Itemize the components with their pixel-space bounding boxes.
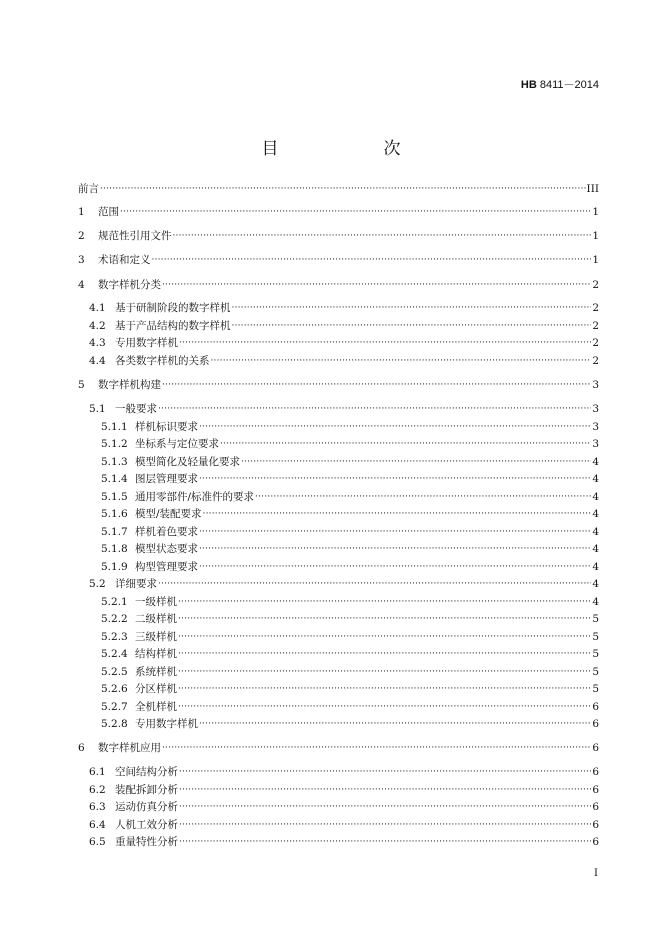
toc-entry-page: 3 — [592, 403, 599, 415]
toc-dot-leader — [255, 489, 591, 505]
toc-entry[interactable] — [78, 834, 599, 850]
toc-entry-label: 重量特性分析 — [115, 836, 178, 848]
toc-dot-leader — [178, 681, 591, 697]
toc-entry[interactable] — [78, 401, 599, 417]
toc-dot-leader — [152, 252, 592, 268]
toc-entry-label: 术语和定义 — [98, 254, 151, 266]
toc-dot-leader — [241, 454, 591, 470]
toc-entry-number: 1 — [78, 206, 85, 218]
toc-entry-number: 5 — [78, 379, 85, 391]
footer-page-number: I — [594, 868, 598, 879]
toc-entry-page: 5 — [592, 683, 599, 695]
toc-entry-page: 6 — [592, 801, 599, 813]
toc-entry-page: 2 — [592, 337, 599, 349]
toc-entry-page: 6 — [592, 766, 599, 778]
toc-dot-leader — [199, 419, 591, 435]
toc-dot-leader — [178, 646, 591, 662]
toc-entry-label: 样机标识要求 — [135, 421, 198, 433]
standard-code — [521, 76, 599, 92]
toc-entry[interactable] — [78, 664, 599, 680]
toc-dot-leader — [179, 782, 591, 798]
toc-entry-number: 5.1 — [89, 403, 106, 415]
toc-entry[interactable] — [78, 277, 599, 293]
toc-entry-label: 二级样机 — [135, 613, 177, 625]
toc-entry[interactable] — [78, 716, 599, 732]
toc-entry-page: 6 — [592, 784, 599, 796]
toc-dot-leader — [179, 335, 591, 351]
toc-dot-leader — [178, 594, 591, 610]
toc-entry-number: 4 — [78, 279, 85, 291]
toc-entry[interactable] — [78, 318, 599, 334]
toc-dot-leader — [199, 524, 591, 540]
toc-entry[interactable] — [78, 764, 599, 780]
toc-entry-number: 5.2.1 — [101, 596, 128, 608]
toc-entry-page: 2 — [592, 302, 599, 314]
toc-dot-leader — [199, 559, 591, 575]
toc-entry-number: 5.2.2 — [101, 613, 128, 625]
toc-dot-leader — [211, 353, 592, 369]
toc-entry-number: 5.1.9 — [101, 561, 128, 573]
toc-entry[interactable] — [78, 252, 599, 268]
toc-entry-label: 三级样机 — [135, 631, 177, 643]
toc-entry-number: 5.1.7 — [101, 526, 128, 538]
toc-entry-label: 模型状态要求 — [135, 543, 198, 555]
toc-entry[interactable] — [78, 181, 599, 197]
toc-entry-page: 6 — [592, 701, 599, 713]
toc-entry-number: 5.2.6 — [101, 683, 128, 695]
toc-entry-page: 3 — [592, 438, 599, 450]
toc-entry-label: 数字样机应用 — [98, 742, 161, 754]
toc-entry-label: 空间结构分析 — [115, 766, 178, 778]
toc-entry[interactable] — [78, 611, 599, 627]
toc-entry-number: 6.2 — [89, 784, 106, 796]
toc-entry-page: 5 — [592, 631, 599, 643]
toc-dot-leader — [179, 764, 591, 780]
toc-dot-leader — [199, 716, 591, 732]
toc-entry[interactable] — [78, 646, 599, 662]
toc-dot-leader — [162, 277, 591, 293]
toc-entry-label: 详细要求 — [115, 578, 157, 590]
toc-entry-label: 一级样机 — [135, 596, 177, 608]
toc-dot-leader — [158, 576, 591, 592]
toc-entry-label: 装配拆卸分析 — [115, 784, 178, 796]
toc-entry-number: 5.1.6 — [101, 508, 128, 520]
toc-entry-label: 一般要求 — [115, 403, 157, 415]
toc-entry-number: 4.3 — [89, 337, 106, 349]
toc-entry-number: 4.1 — [89, 302, 106, 314]
toc-entry[interactable] — [78, 353, 599, 369]
toc-entry-page: 4 — [592, 596, 599, 608]
toc-entry[interactable] — [78, 471, 599, 487]
toc-dot-leader — [162, 377, 591, 393]
toc-entry-label: 数字样机分类 — [98, 279, 161, 291]
toc-entry-page: 6 — [592, 836, 599, 848]
toc-entry-label: 模型/装配要求 — [135, 508, 202, 520]
toc-entry-page: 4 — [592, 508, 599, 520]
toc-entry-page: 5 — [592, 613, 599, 625]
toc-entry-page: 4 — [592, 491, 599, 503]
toc-entry-number: 6 — [78, 742, 85, 754]
toc-entry-label: 结构样机 — [135, 648, 177, 660]
toc-entry-label: 样机着色要求 — [135, 526, 198, 538]
toc-entry-page: 6 — [592, 742, 599, 754]
toc-entry-page: 6 — [592, 718, 599, 730]
toc-entry-label: 数字样机构建 — [98, 379, 161, 391]
toc-entry-number: 5.2.3 — [101, 631, 128, 643]
toc-dot-leader — [162, 740, 591, 756]
toc-entry-number: 5.2 — [89, 578, 106, 590]
toc-entry[interactable] — [78, 594, 599, 610]
toc-dot-leader — [220, 436, 591, 452]
toc-dot-leader — [179, 817, 591, 833]
toc-entry-number: 5.2.7 — [101, 701, 128, 713]
toc-dot-leader — [120, 204, 591, 220]
toc-dot-leader — [173, 228, 592, 244]
toc-entry-page: 4 — [592, 526, 599, 538]
toc-dot-leader — [199, 541, 591, 557]
standard-number: 8411－2014 — [539, 79, 599, 91]
toc-entry-page: 3 — [592, 379, 599, 391]
toc-entry-number: 5.2.4 — [101, 648, 128, 660]
toc-entry-page: 2 — [592, 355, 599, 367]
toc-dot-leader — [232, 318, 592, 334]
toc-entry-page: III — [586, 183, 599, 195]
toc-entry-number: 5.1.8 — [101, 543, 128, 555]
toc-entry-label: 运动仿真分析 — [115, 801, 178, 813]
toc-entry-page: 4 — [592, 561, 599, 573]
toc-entry-label: 分区样机 — [135, 683, 177, 695]
toc-dot-leader — [178, 664, 591, 680]
toc-entry-label: 各类数字样机的关系 — [115, 355, 210, 367]
toc-entry-page: 5 — [592, 666, 599, 678]
toc-dot-leader — [158, 401, 591, 417]
toc-entry[interactable] — [78, 377, 599, 393]
toc-entry-number: 6.1 — [89, 766, 106, 778]
toc-dot-leader — [178, 629, 591, 645]
toc-entry-label: 基于产品结构的数字样机 — [115, 320, 231, 332]
page-title: 目 次 — [261, 139, 445, 159]
toc-entry-page: 1 — [592, 206, 599, 218]
toc-entry-page: 4 — [592, 456, 599, 468]
toc-entry[interactable] — [78, 228, 599, 244]
toc-entry-label: 基于研制阶段的数字样机 — [115, 302, 231, 314]
toc-entry-number: 5.1.1 — [101, 421, 128, 433]
toc-dot-leader — [203, 506, 592, 522]
toc-entry-page: 1 — [592, 230, 599, 242]
standard-prefix: HB — [520, 79, 537, 91]
toc-entry-label: 图层管理要求 — [135, 473, 198, 485]
toc-entry-label: 范围 — [98, 206, 119, 218]
toc-entry-page: 4 — [592, 473, 599, 485]
toc-entry-label: 通用零部件/标准件的要求 — [135, 491, 255, 503]
toc-entry-number: 3 — [78, 254, 85, 266]
toc-entry-page: 2 — [592, 320, 599, 332]
toc-entry[interactable] — [78, 204, 599, 220]
toc-entry[interactable] — [78, 699, 599, 715]
toc-entry[interactable] — [78, 629, 599, 645]
toc-entry-label: 全机样机 — [135, 701, 177, 713]
toc-dot-leader — [100, 181, 586, 197]
toc-entry-page: 6 — [592, 819, 599, 831]
toc-entry-number: 4.4 — [89, 355, 106, 367]
toc-entry-page: 3 — [592, 421, 599, 433]
toc-entry[interactable] — [78, 335, 599, 351]
toc-entry-label: 规范性引用文件 — [98, 230, 172, 242]
toc-entry-number: 5.1.5 — [101, 491, 128, 503]
toc-entry-label: 坐标系与定位要求 — [135, 438, 219, 450]
toc-entry-number: 6.5 — [89, 836, 106, 848]
toc-dot-leader — [178, 611, 591, 627]
toc-entry[interactable] — [78, 489, 599, 505]
toc-entry[interactable] — [78, 782, 599, 798]
toc-dot-leader — [179, 799, 591, 815]
toc-dot-leader — [178, 699, 591, 715]
toc-entry-page: 1 — [592, 254, 599, 266]
toc-entry[interactable] — [78, 506, 599, 522]
toc-entry-page: 4 — [592, 578, 599, 590]
toc-entry-label: 人机工效分析 — [115, 819, 178, 831]
toc-dot-leader — [232, 300, 592, 316]
toc-dot-leader — [199, 471, 591, 487]
toc-entry-number: 6.3 — [89, 801, 106, 813]
toc-entry-number: 4.2 — [89, 320, 106, 332]
toc-dot-leader — [179, 834, 591, 850]
toc-entry-label: 专用数字样机 — [135, 718, 198, 730]
toc-entry[interactable] — [78, 541, 599, 557]
toc-entry-number: 5.2.5 — [101, 666, 128, 678]
toc-entry-label: 模型简化及轻量化要求 — [135, 456, 240, 468]
toc-entry[interactable] — [78, 524, 599, 540]
toc-entry-label: 系统样机 — [135, 666, 177, 678]
toc-entry-label: 专用数字样机 — [115, 337, 178, 349]
toc-entry[interactable] — [78, 740, 599, 756]
toc-entry[interactable] — [78, 300, 599, 316]
toc-entry-label: 构型管理要求 — [135, 561, 198, 573]
toc-entry-number: 6.4 — [89, 819, 106, 831]
toc-entry[interactable] — [78, 419, 599, 435]
toc-entry-page: 4 — [592, 543, 599, 555]
toc-entry-number: 5.2.8 — [101, 718, 128, 730]
toc-entry-label: 前言 — [78, 183, 99, 195]
toc-entry[interactable] — [78, 559, 599, 575]
toc-entry[interactable] — [78, 817, 599, 833]
toc-entry[interactable] — [78, 576, 599, 592]
toc-entry[interactable] — [78, 436, 599, 452]
toc-entry-number: 5.1.3 — [101, 456, 128, 468]
toc-entry-page: 2 — [592, 279, 599, 291]
toc-entry-page: 5 — [592, 648, 599, 660]
toc-entry-number: 5.1.4 — [101, 473, 128, 485]
toc-entry-number: 2 — [78, 230, 85, 242]
toc-entry[interactable] — [78, 681, 599, 697]
toc-entry[interactable] — [78, 799, 599, 815]
toc-entry[interactable] — [78, 454, 599, 470]
toc-entry-number: 5.1.2 — [101, 438, 128, 450]
